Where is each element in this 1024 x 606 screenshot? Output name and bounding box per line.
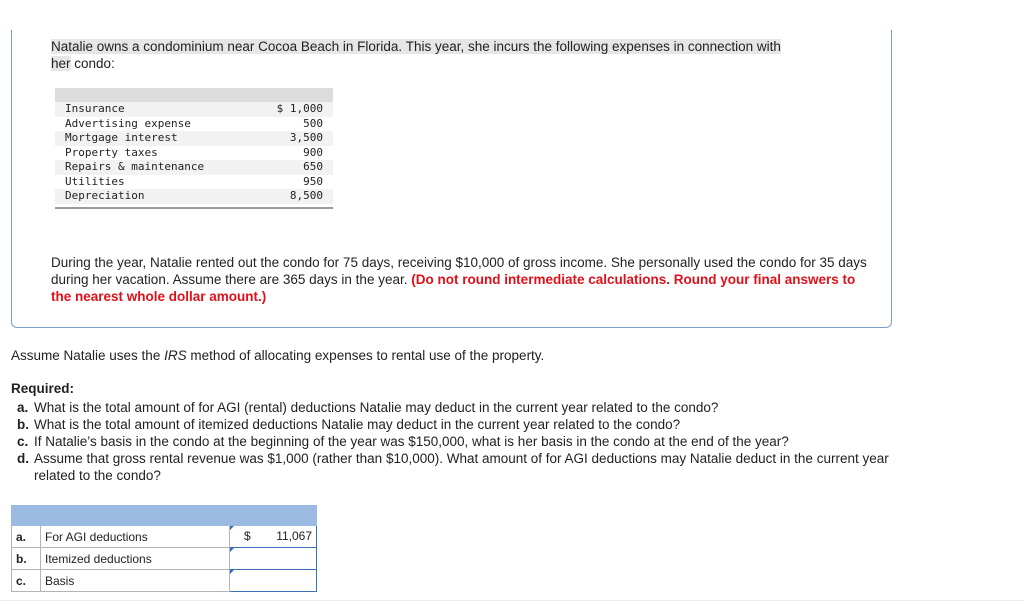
intro-text <box>51 38 855 72</box>
expense-row: Repairs & maintenance 650 <box>55 160 333 175</box>
answer-row-b: b. Itemized deductions <box>12 548 317 570</box>
itemized-deductions-input[interactable] <box>230 548 317 570</box>
expense-row: Property taxes 900 <box>55 146 333 161</box>
expense-row: Mortgage interest 3,500 <box>55 131 333 146</box>
required-heading: Required: <box>11 381 75 396</box>
intro-line1: Natalie owns a condominium near Cocoa Beach in Florida. This year, she incurs the following expenses in connection with <box>51 39 781 54</box>
paragraph-text: During the year, Natalie rented out the condo for 75 days, receiving $10,000 of gross income. She personally used the condo for 35 days during her vacation. Assume there are 365 days in the year. <box>51 255 867 287</box>
answer-table <box>11 505 317 592</box>
basis-input[interactable] <box>230 570 317 592</box>
required-item: d. Assume that gross rental revenue was $1,000 (rather than $10,000). What amount of for AGI deductions may Natalie deduct in the current year related to the condo? <box>17 451 889 483</box>
intro-line2-rest: condo: <box>70 56 115 71</box>
divider <box>0 600 1024 601</box>
expense-row: Insurance $ 1,000 <box>55 102 333 117</box>
expense-row: Advertising expense 500 <box>55 117 333 132</box>
required-item: b. What is the total amount of itemized deductions Natalie may deduct in the current year related to the condo? <box>17 417 681 432</box>
required-item: c. If Natalie’s basis in the condo at the beginning of the year was $150,000, what is her basis in the condo at the end of the year? <box>17 434 789 449</box>
answer-row-a: a. For AGI deductions $ 11,067 <box>12 526 317 548</box>
for-agi-deductions-input[interactable]: $ 11,067 <box>230 526 317 548</box>
problem-paragraph <box>51 254 871 305</box>
rounding-instruction: (Do not round intermediate calculations. Round your final answers to the nearest whole dollar amount.) <box>51 272 856 304</box>
expense-row: Utilities 950 <box>55 175 333 190</box>
expense-table <box>55 88 333 209</box>
assumption-text: Assume Natalie uses the IRS method of allocating expenses to rental use of the property. <box>11 348 545 363</box>
answer-row-c: c. Basis <box>12 570 317 592</box>
required-item: a. What is the total amount of for AGI (rental) deductions Natalie may deduct in the current year related to the condo? <box>17 400 719 415</box>
expense-row: Depreciation 8,500 <box>55 189 333 204</box>
intro-line2-highlight: her <box>51 56 71 71</box>
required-list <box>17 399 897 484</box>
